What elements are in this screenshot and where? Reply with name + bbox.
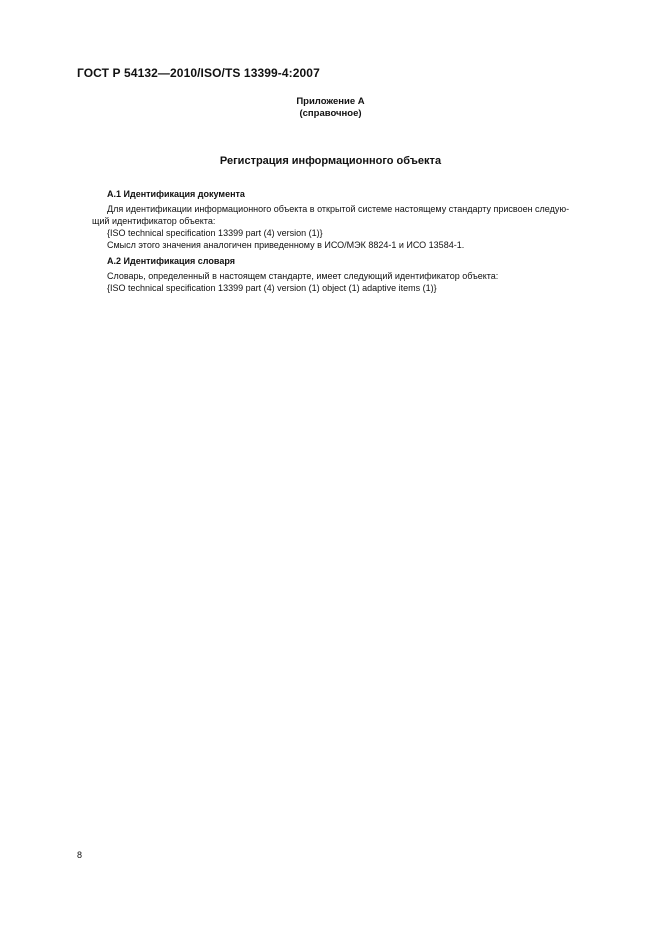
section-heading-a2: А.2 Идентификация словаря (107, 256, 235, 266)
annex-title: Приложение А (296, 96, 365, 107)
object-identifier: {ISO technical specification 13399 part (4) version (1)} (107, 228, 323, 238)
document-header: ГОСТ Р 54132—2010/ISO/TS 13399-4:2007 (77, 66, 320, 80)
annex-type: (справочное) (299, 108, 362, 119)
main-title: Регистрация информационного объекта (219, 155, 442, 167)
paragraph-line: Для идентификации информационного объекта в открытой системе настоящему стандарту присвоен следую- (107, 204, 570, 214)
paragraph-line: щий идентификатор объекта: (92, 216, 216, 226)
object-identifier: {ISO technical specification 13399 part (4) version (1) object (1) adaptive items (1)} (107, 283, 437, 293)
paragraph-line: Словарь, определенный в настоящем стандарте, имеет следующий идентификатор объекта: (107, 271, 499, 281)
section-heading-a1: А.1 Идентификация документа (107, 189, 245, 199)
paragraph-line: Смысл этого значения аналогичен приведенному в ИСО/МЭК 8824-1 и ИСО 13584-1. (107, 240, 465, 250)
page-number: 8 (77, 850, 83, 860)
